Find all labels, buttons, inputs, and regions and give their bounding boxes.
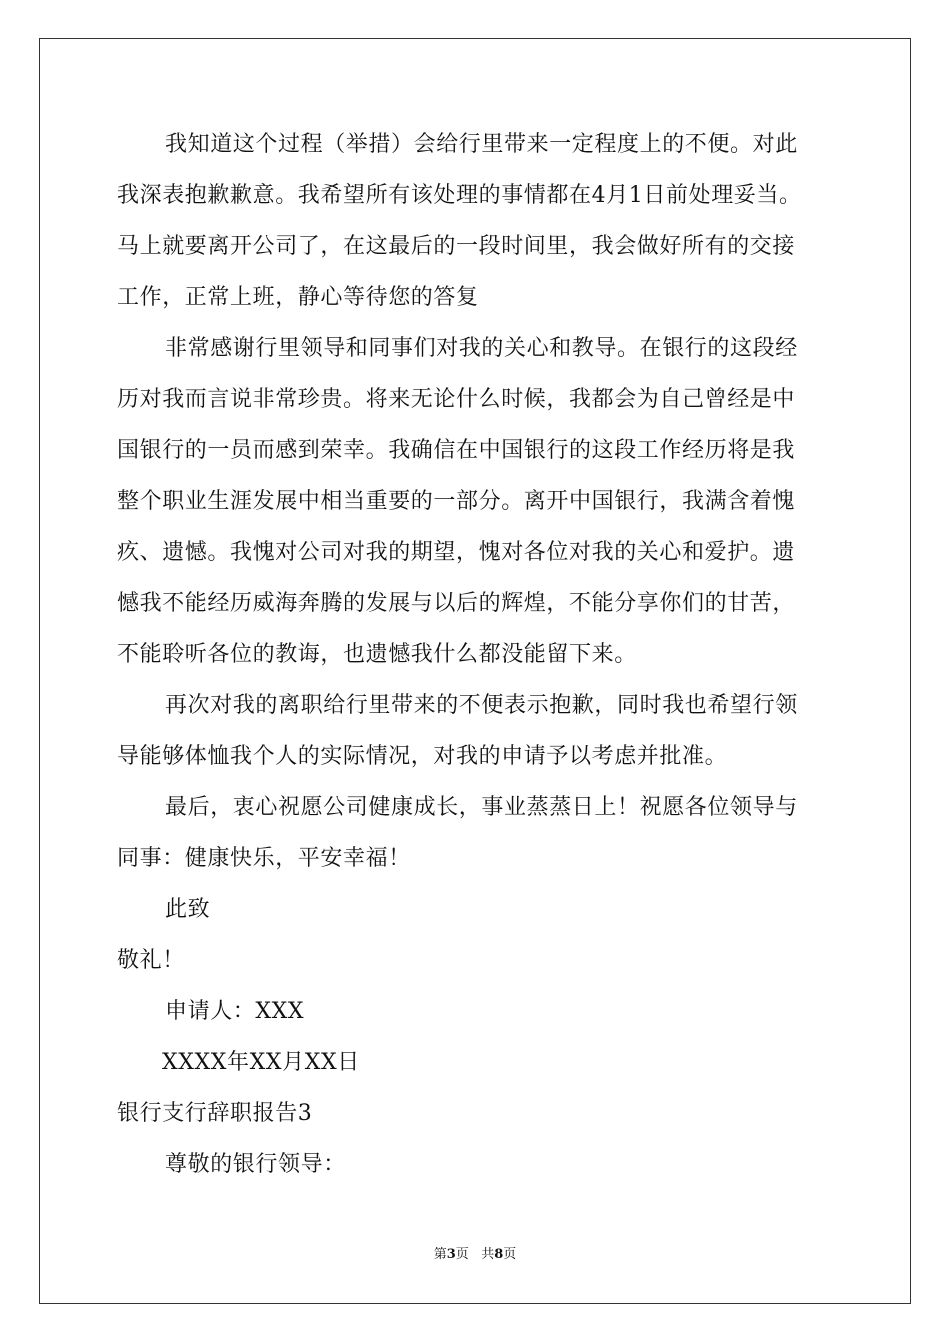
paragraph-line: 最后，衷心祝愿公司健康成长，事业蒸蒸日上！祝愿各位领导与 (165, 795, 798, 820)
greeting-line: 尊敬的银行领导： (165, 1152, 346, 1177)
paragraph-line: 不能聆听各位的教诲，也遗憾我什么都没能留下来。 (117, 642, 637, 667)
paragraph-line: 整个职业生涯发展中相当重要的一部分。离开中国银行，我满含着愧 (117, 489, 796, 514)
paragraph-line: 同事：健康快乐，平安幸福！ (117, 846, 411, 871)
paragraph-line: 工作，正常上班，静心等待您的答复 (117, 285, 479, 310)
closing-salutation: 此致 (165, 897, 211, 922)
section-title: 银行支行辞职报告3 (117, 1101, 313, 1126)
paragraph-line: 国银行的一员而感到荣幸。我确信在中国银行的这段工作经历将是我 (117, 438, 796, 463)
footer-page-suffix: 页 (455, 1247, 469, 1262)
paragraph-line: 导能够体恤我个人的实际情况，对我的申请予以考虑并批准。 (117, 744, 728, 769)
footer-total-pages: 8 (494, 1247, 504, 1262)
closing-regards: 敬礼！ (117, 948, 185, 973)
paragraph-line: 马上就要离开公司了，在这最后的一段时间里，我会做好所有的交接 (117, 234, 796, 259)
footer-total-prefix: 共 (481, 1247, 495, 1262)
paragraph-line: 我知道这个过程（举措）会给行里带来一定程度上的不便。对此 (165, 132, 798, 157)
paragraph-line: 非常感谢行里领导和同事们对我的关心和教导。在银行的这段经 (165, 336, 798, 361)
footer-total-suffix: 页 (503, 1247, 517, 1262)
date-line: XXXX年XX月XX日 (162, 1050, 360, 1075)
footer-page-number: 3 (446, 1247, 456, 1262)
paragraph-line: 再次对我的离职给行里带来的不便表示抱歉，同时我也希望行领 (165, 693, 798, 718)
footer-prefix: 第 (433, 1247, 447, 1262)
paragraph-line: 我深表抱歉歉意。我希望所有该处理的事情都在4月1日前处理妥当。 (117, 183, 802, 208)
paragraph-line: 疚、遗憾。我愧对公司对我的期望，愧对各位对我的关心和爱护。遗 (117, 540, 796, 565)
paragraph-line: 历对我而言说非常珍贵。将来无论什么时候，我都会为自己曾经是中 (117, 387, 796, 412)
page-footer (0, 1246, 950, 1264)
applicant-line: 申请人：XXX (165, 999, 305, 1024)
paragraph-line: 憾我不能经历威海奔腾的发展与以后的辉煌，不能分享你们的甘苦， (117, 591, 796, 616)
